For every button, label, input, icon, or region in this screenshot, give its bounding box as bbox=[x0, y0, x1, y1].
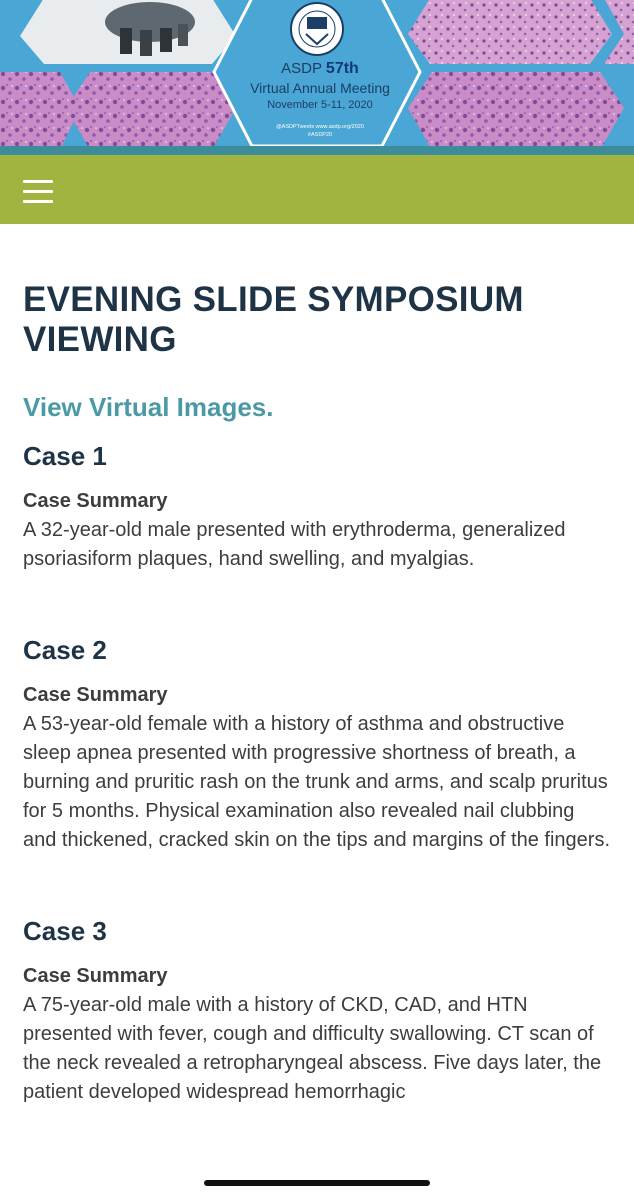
case-section bbox=[23, 634, 613, 855]
case-section bbox=[23, 440, 613, 574]
case-summary-label: Case Summary bbox=[23, 684, 168, 706]
case-title: Case 1 bbox=[23, 441, 107, 471]
meeting-name: ASDP 57th bbox=[281, 60, 359, 77]
nav-bar bbox=[0, 155, 634, 224]
case-summary-label: Case Summary bbox=[23, 965, 168, 987]
case-summary-label: Case Summary bbox=[23, 490, 168, 512]
meeting-dates: November 5-11, 2020 bbox=[267, 99, 373, 111]
case-summary-text: A 53-year-old female with a history of asthma and obstructive sleep apnea presented with progressive shortness of breath, a burning and pruritic rash on the trunk and arms, and scalp pruritus for 5 months. Physical examination also revealed nail clubbing and thickened, cracked skin on the tips and margins of the fingers. bbox=[23, 713, 611, 851]
hamburger-menu-icon[interactable] bbox=[23, 180, 53, 204]
meeting-subtitle: Virtual Annual Meeting bbox=[250, 80, 390, 96]
header-banner bbox=[0, 0, 634, 146]
main-content bbox=[23, 280, 613, 1107]
page-title: EVENING SLIDE SYMPOSIUM VIEWING bbox=[23, 280, 524, 359]
home-indicator[interactable] bbox=[204, 1180, 430, 1186]
banner-divider bbox=[0, 146, 634, 155]
case-section bbox=[23, 915, 613, 1107]
case-summary-text: A 32-year-old male presented with erythroderma, generalized psoriasiform plaques, hand swelling, and myalgias. bbox=[23, 519, 566, 570]
case-summary-text: A 75-year-old male with a history of CKD, CAD, and HTN presented with fever, cough and difficulty swallowing. CT scan of the neck revealed a retropharyngeal abscess. Five days later, the patient developed widespread hemorrhagic bbox=[23, 994, 602, 1103]
case-title: Case 2 bbox=[23, 635, 107, 665]
case-title: Case 3 bbox=[23, 916, 107, 946]
hashtag: #ASDP20 bbox=[307, 132, 333, 138]
social-line: @ASDPTweets www.asdp.org/2020 bbox=[276, 124, 364, 130]
view-virtual-images-link[interactable]: View Virtual Images. bbox=[23, 392, 274, 422]
